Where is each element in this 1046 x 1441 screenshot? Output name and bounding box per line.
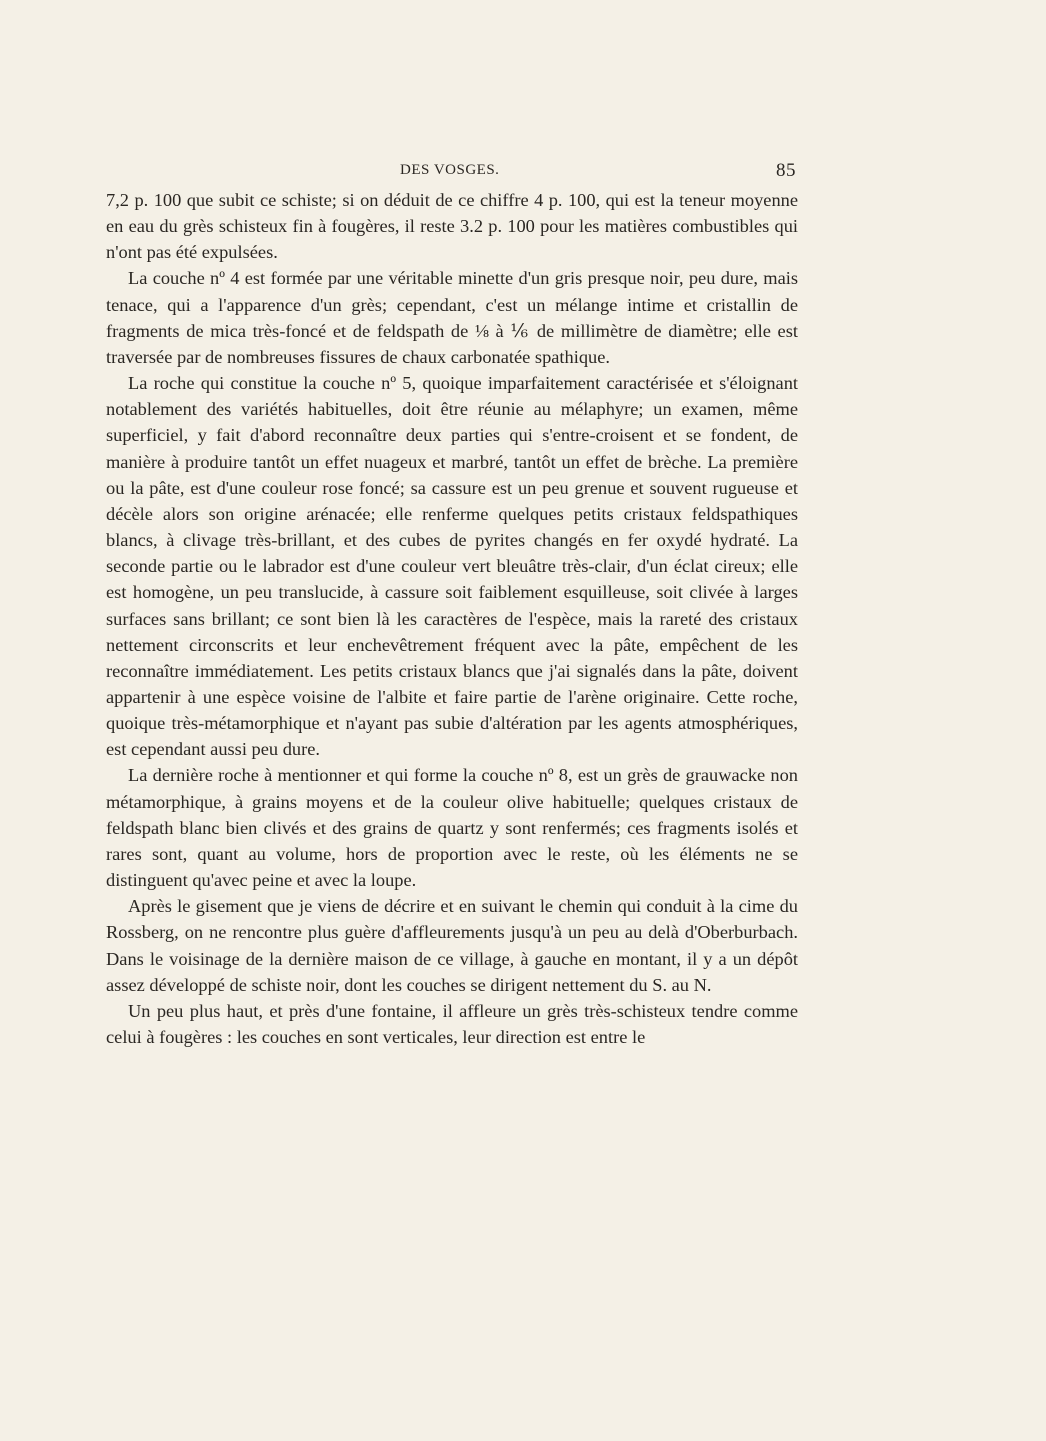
paragraph: La dernière roche à mentionner et qui forme la couche nº 8, est un grès de grauwacke non métamorphique, à grains moyens et de la couleur olive habituelle; quelques cristaux de feldspath blanc bien clivés et des grains de quartz y sont renfermés; ces fragments isolés et rares sont, quant au volume, hors de proportion avec le reste, où les éléments ne se distinguent qu'avec peine et avec la loupe.: [106, 765, 798, 891]
paragraph: Après le gisement que je viens de décrire et en suivant le chemin qui conduit à la cime du Rossberg, on ne rencontre plus guère d'affleurements jusqu'à un peu au delà d'Oberburbach. Dans le voisinage de la dernière maison de ce village, à gauche en montant, il y a un dépôt assez développé de schiste noir, dont les couches se dirigent nettement du S. au N.: [106, 896, 798, 995]
paragraph: La roche qui constitue la couche nº 5, quoique imparfaitement caractérisée et s'éloignant notablement des variétés habituelles, doit être réunie au mélaphyre; un examen, même superficiel, y fait d'abord reconnaître deux parties qui s'entre-croisent et se fondent, de manière à produire tantôt un effet nuageux et marbré, tantôt un effet de brèche. La première ou la pâte, est d'une couleur rose foncé; sa cassure est un peu grenue et souvent rugueuse et décèle alors son origine arénacée; elle renferme quelques petits cristaux feldspathiques blancs, à clivage très-brillant, et des cubes de pyrites changés en fer oxydé hydraté. La seconde partie ou le labrador est d'une couleur vert bleuâtre très-clair, d'un éclat cireux; elle est homogène, un peu translucide, à cassure soit faiblement esquilleuse, soit clivée à larges surfaces sans brillant; ce sont bien là les caractères de l'espèce, mais la rareté des cristaux nettement circonscrits et leur enchevêtrement fréquent avec la pâte, empêchent de les reconnaître immédiatement. Les petits cristaux blancs que j'ai signalés dans la pâte, doivent appartenir à une espèce voisine de l'albite et faire partie de l'arène originaire. Cette roche, quoique très-métamorphique et n'ayant pas subie d'altération par les agents atmosphériques, est cependant aussi peu dure.: [106, 373, 798, 760]
paragraph: La couche nº 4 est formée par une véritable minette d'un gris presque noir, peu dure, mais tenace, qui a l'apparence d'un grès; cependant, c'est un mélange intime et cristallin de fragments de mica très-foncé et de feldspath de ⅛ à ⅙ de millimètre de diamètre; elle est traversée par de nombreuses fissures de chaux carbonatée spathique.: [106, 268, 798, 367]
running-title: DES VOSGES.: [400, 162, 500, 178]
paragraph: 7,2 p. 100 que subit ce schiste; si on déduit de ce chiffre 4 p. 100, qui est la teneur moyenne en eau du grès schisteux fin à fougères, il reste 3.2 p. 100 pour les matières combustibles qui n'ont pas été expulsées.: [106, 190, 798, 263]
paragraph: Un peu plus haut, et près d'une fontaine, il affleure un grès très-schisteux tendre comme celui à fougères : les couches en sont verticales, leur direction est entre le: [106, 1000, 798, 1047]
page-number: 85: [776, 160, 796, 181]
page-header: [106, 158, 798, 184]
body-text: [106, 187, 798, 1050]
book-page: [106, 158, 798, 1050]
